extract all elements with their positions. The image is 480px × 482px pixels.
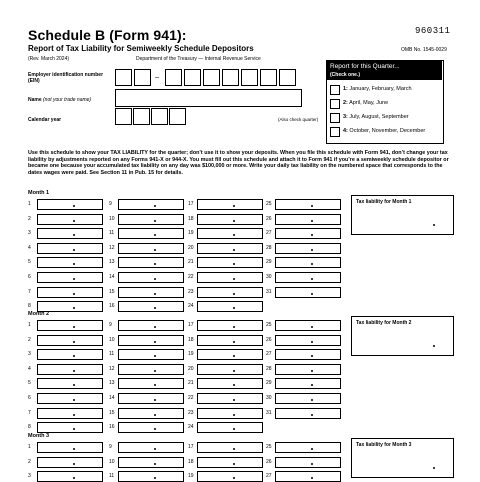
day-number: 9	[109, 444, 112, 450]
day-number: 25	[266, 201, 272, 207]
ein-label-line2: (EIN)	[28, 78, 40, 84]
ein-separator: –	[155, 74, 159, 81]
day-number: 18	[188, 336, 194, 343]
ein-digit-9[interactable]	[279, 69, 296, 86]
decimal-point	[73, 220, 75, 222]
month-1-day-14-field[interactable]	[118, 272, 184, 283]
decimal-point	[233, 399, 235, 401]
decimal-point	[311, 399, 313, 401]
month-1-day-2-field[interactable]	[37, 214, 103, 225]
month-1-day-27-field[interactable]	[275, 228, 341, 239]
form-subtitle: Report of Tax Liability for Semiweekly Schedule Depositors	[28, 44, 254, 53]
decimal-point	[73, 370, 75, 372]
decimal-point	[311, 355, 313, 357]
month-2-day-14-field[interactable]	[118, 393, 184, 404]
day-number: 28	[266, 244, 272, 251]
decimal-point	[73, 263, 75, 265]
quarter-3-checkbox[interactable]	[330, 113, 340, 123]
month-1-day-20-field[interactable]	[197, 243, 263, 254]
decimal-point	[311, 341, 313, 343]
decimal-point	[233, 278, 235, 280]
decimal-point	[154, 234, 156, 236]
decimal-point	[233, 234, 235, 236]
day-number: 17	[188, 322, 194, 328]
decimal-point	[311, 463, 313, 465]
day-number: 5	[28, 259, 31, 266]
month-2-day-2-field[interactable]	[37, 335, 103, 346]
decimal-point	[154, 428, 156, 430]
day-number: 27	[266, 230, 272, 237]
day-number: 19	[188, 473, 194, 480]
day-number: 23	[188, 288, 194, 295]
month-2-day-18-field[interactable]	[197, 335, 263, 346]
name-label	[28, 97, 91, 103]
decimal-point	[233, 428, 235, 430]
month-2-day-24-field[interactable]	[197, 422, 263, 433]
month-1-day-7-field[interactable]	[37, 287, 103, 298]
decimal-point	[233, 205, 235, 207]
day-number: 9	[109, 201, 112, 207]
month-2-day-21-field[interactable]	[197, 378, 263, 389]
day-number: 11	[109, 473, 115, 480]
month-3-day-17-field[interactable]	[197, 442, 263, 453]
day-number: 10	[109, 336, 115, 343]
month-1-day-18-field[interactable]	[197, 214, 263, 225]
decimal-point	[433, 224, 435, 226]
day-number: 21	[188, 259, 194, 266]
decimal-point	[311, 293, 313, 295]
day-number: 10	[109, 458, 115, 465]
month-1-day-25-field[interactable]	[275, 199, 341, 210]
decimal-point	[233, 384, 235, 386]
month-3-day-2-field[interactable]	[37, 457, 103, 468]
day-number: 20	[188, 244, 194, 251]
month-1-day-10-field[interactable]	[118, 214, 184, 225]
quarter-1-checkbox[interactable]	[330, 85, 340, 95]
day-number: 19	[188, 351, 194, 358]
day-number: 2	[28, 336, 31, 343]
month-3-tax-liability-label: Tax liability for Month 3	[356, 442, 412, 448]
omb-number: OMB No. 1545-0029	[401, 47, 447, 53]
decimal-point	[311, 234, 313, 236]
month-2-day-1-field[interactable]	[37, 320, 103, 331]
month-2-day-5-field[interactable]	[37, 378, 103, 389]
decimal-point	[233, 414, 235, 416]
day-number: 14	[109, 274, 115, 280]
decimal-point	[154, 448, 156, 450]
form-title: Schedule B (Form 941):	[28, 27, 187, 43]
decimal-point	[311, 477, 313, 479]
decimal-point	[73, 399, 75, 401]
month-2-day-25-field[interactable]	[275, 320, 341, 331]
month-2-day-22-field[interactable]	[197, 393, 263, 404]
decimal-point	[311, 278, 313, 280]
day-number: 9	[109, 322, 112, 328]
decimal-point	[73, 428, 75, 430]
day-number: 1	[28, 322, 31, 328]
month-2-day-6-field[interactable]	[37, 393, 103, 404]
day-number: 19	[188, 230, 194, 237]
decimal-point	[154, 477, 156, 479]
decimal-point	[73, 414, 75, 416]
ein-digit-8[interactable]	[260, 69, 277, 86]
month-2-day-28-field[interactable]	[275, 364, 341, 375]
decimal-point	[311, 326, 313, 328]
day-number: 11	[109, 230, 115, 237]
form-number: 960311	[415, 26, 451, 36]
month-1-day-11-field[interactable]	[118, 228, 184, 239]
decimal-point	[311, 263, 313, 265]
decimal-point	[73, 477, 75, 479]
decimal-point	[154, 263, 156, 265]
month-1-day-24-field[interactable]	[197, 301, 263, 312]
day-number: 7	[28, 288, 31, 295]
month-3-day-9-field[interactable]	[118, 442, 184, 453]
decimal-point	[233, 448, 235, 450]
day-number: 16	[109, 424, 115, 431]
day-number: 30	[266, 274, 272, 280]
day-number: 31	[266, 409, 272, 416]
day-number: 21	[188, 380, 194, 387]
day-number: 12	[109, 365, 115, 372]
day-number: 24	[188, 424, 194, 431]
month-2-day-31-field[interactable]	[275, 408, 341, 419]
month-3-day-3-field[interactable]	[37, 471, 103, 482]
ein-digit-2[interactable]	[134, 69, 151, 86]
day-number: 20	[188, 365, 194, 372]
day-number: 18	[188, 215, 194, 222]
month-1-day-22-field[interactable]	[197, 272, 263, 283]
decimal-point	[233, 293, 235, 295]
decimal-point	[433, 467, 435, 469]
day-number: 3	[28, 351, 31, 358]
decimal-point	[233, 477, 235, 479]
revision-date: (Rev. March 2024)	[28, 56, 70, 62]
instructions-text: Use this schedule to show your TAX LIABILITY for the quarter; don’t use it to show your deposits. When you file this schedule with Form 941, don’t change your tax liability by adjustments reported on any Forms 941-X or 944-X. You must fill out this schedule and attach it to Form 941 if you’re a semiweekly schedule depositor or became one because your accumulated tax liability on any day was $100,000 or more. Write your daily tax liability on the numbered space that corresponds to the dates wages were paid. See Section 11 in Pub. 15 for details.	[28, 150, 449, 176]
ein-label-line1: Employer identification number	[28, 72, 104, 78]
calendar-year-label: Calendar year	[28, 117, 62, 123]
decimal-point	[73, 448, 75, 450]
month-2-day-12-field[interactable]	[118, 364, 184, 375]
decimal-point	[73, 205, 75, 207]
decimal-point	[311, 205, 313, 207]
month-2-day-16-field[interactable]	[118, 422, 184, 433]
decimal-point	[311, 448, 313, 450]
quarter-2-checkbox[interactable]	[330, 99, 340, 109]
month-1-day-19-field[interactable]	[197, 228, 263, 239]
decimal-point	[73, 307, 75, 309]
day-number: 1	[28, 444, 31, 450]
day-number: 29	[266, 380, 272, 387]
name-label-note: (not your trade name)	[43, 97, 92, 103]
month-2-day-20-field[interactable]	[197, 364, 263, 375]
day-number: 7	[28, 409, 31, 416]
day-number: 5	[28, 380, 31, 387]
month-2-day-7-field[interactable]	[37, 408, 103, 419]
day-number: 14	[109, 395, 115, 401]
name-label-text: Name	[28, 97, 42, 103]
day-number: 23	[188, 409, 194, 416]
decimal-point	[311, 249, 313, 251]
day-number: 17	[188, 201, 194, 207]
month-1-day-29-field[interactable]	[275, 257, 341, 268]
decimal-point	[73, 278, 75, 280]
decimal-point	[233, 220, 235, 222]
month-1-day-12-field[interactable]	[118, 243, 184, 254]
quarter-panel-title: Report for this Quarter...	[330, 63, 400, 70]
decimal-point	[233, 307, 235, 309]
quarter-4-checkbox[interactable]	[330, 127, 340, 137]
month-3-day-1-field[interactable]	[37, 442, 103, 453]
day-number: 25	[266, 322, 272, 328]
decimal-point	[154, 414, 156, 416]
month-2-day-29-field[interactable]	[275, 378, 341, 389]
day-number: 26	[266, 336, 272, 343]
quarter-4-label: 4: October, November, December	[343, 128, 426, 134]
month-3-day-19-field[interactable]	[197, 471, 263, 482]
year-digit-2[interactable]	[133, 108, 150, 125]
month-2-day-23-field[interactable]	[197, 408, 263, 419]
decimal-point	[154, 384, 156, 386]
month-1-day-30-field[interactable]	[275, 272, 341, 283]
name-field[interactable]	[115, 89, 302, 107]
decimal-point	[154, 307, 156, 309]
day-number: 13	[109, 380, 115, 387]
day-number: 10	[109, 215, 115, 222]
month-1-day-31-field[interactable]	[275, 287, 341, 298]
month-1-day-9-field[interactable]	[118, 199, 184, 210]
day-number: 12	[109, 244, 115, 251]
day-number: 8	[28, 303, 31, 310]
ein-digit-1[interactable]	[115, 69, 132, 86]
day-number: 18	[188, 458, 194, 465]
day-number: 22	[188, 274, 194, 280]
month-1-day-3-field[interactable]	[37, 228, 103, 239]
day-number: 25	[266, 444, 272, 450]
month-2-day-3-field[interactable]	[37, 349, 103, 360]
month-2-day-27-field[interactable]	[275, 349, 341, 360]
day-number: 28	[266, 365, 272, 372]
ein-digit-6[interactable]	[222, 69, 239, 86]
decimal-point	[311, 220, 313, 222]
decimal-point	[233, 355, 235, 357]
month-1-day-23-field[interactable]	[197, 287, 263, 298]
month-1-day-26-field[interactable]	[275, 214, 341, 225]
decimal-point	[73, 384, 75, 386]
day-number: 24	[188, 303, 194, 310]
month-1-day-4-field[interactable]	[37, 243, 103, 254]
month-2-day-13-field[interactable]	[118, 378, 184, 389]
decimal-point	[311, 414, 313, 416]
day-number: 22	[188, 395, 194, 401]
day-number: 15	[109, 409, 115, 416]
month-1-day-13-field[interactable]	[118, 257, 184, 268]
month-1-day-6-field[interactable]	[37, 272, 103, 283]
also-check-quarter-note: (Also check quarter)	[278, 117, 319, 122]
decimal-point	[154, 293, 156, 295]
department-label: Department of the Treasury — Internal Revenue Service	[136, 56, 261, 62]
decimal-point	[311, 370, 313, 372]
year-digit-4[interactable]	[169, 108, 186, 125]
quarter-3-label: 3: July, August, September	[343, 114, 409, 120]
month-3-day-10-field[interactable]	[118, 457, 184, 468]
month-2-day-10-field[interactable]	[118, 335, 184, 346]
day-number: 1	[28, 201, 31, 207]
day-number: 13	[109, 259, 115, 266]
decimal-point	[154, 463, 156, 465]
decimal-point	[73, 234, 75, 236]
day-number: 17	[188, 444, 194, 450]
decimal-point	[73, 341, 75, 343]
decimal-point	[433, 345, 435, 347]
quarter-2-label: 2: April, May, June	[343, 100, 389, 106]
day-number: 29	[266, 259, 272, 266]
decimal-point	[233, 249, 235, 251]
month-2-day-8-field[interactable]	[37, 422, 103, 433]
month-2-heading: Month 2	[28, 311, 50, 317]
decimal-point	[73, 355, 75, 357]
month-3-day-26-field[interactable]	[275, 457, 341, 468]
month-3-tax-liability-field[interactable]	[351, 438, 454, 478]
month-1-heading: Month 1	[28, 190, 50, 196]
decimal-point	[73, 293, 75, 295]
decimal-point	[233, 463, 235, 465]
decimal-point	[154, 249, 156, 251]
month-2-tax-liability-field[interactable]	[351, 316, 454, 356]
decimal-point	[73, 463, 75, 465]
day-number: 3	[28, 473, 31, 480]
decimal-point	[154, 399, 156, 401]
month-3-day-18-field[interactable]	[197, 457, 263, 468]
month-3-day-27-field[interactable]	[275, 471, 341, 482]
quarter-1-label: 1: January, February, March	[343, 86, 412, 92]
day-number: 4	[28, 244, 31, 251]
decimal-point	[233, 370, 235, 372]
month-2-day-9-field[interactable]	[118, 320, 184, 331]
decimal-point	[154, 205, 156, 207]
quarter-panel-subtitle: (Check one.)	[330, 72, 361, 78]
month-1-tax-liability-field[interactable]	[351, 195, 454, 235]
decimal-point	[233, 341, 235, 343]
ein-digit-4[interactable]	[184, 69, 201, 86]
decimal-point	[154, 220, 156, 222]
decimal-point	[154, 326, 156, 328]
month-1-day-5-field[interactable]	[37, 257, 103, 268]
day-number: 15	[109, 288, 115, 295]
day-number: 6	[28, 274, 31, 280]
decimal-point	[311, 384, 313, 386]
decimal-point	[154, 341, 156, 343]
month-1-tax-liability-label: Tax liability for Month 1	[356, 199, 412, 205]
month-2-day-26-field[interactable]	[275, 335, 341, 346]
day-number: 2	[28, 215, 31, 222]
decimal-point	[73, 326, 75, 328]
decimal-point	[233, 326, 235, 328]
day-number: 6	[28, 395, 31, 401]
month-2-day-30-field[interactable]	[275, 393, 341, 404]
month-1-day-21-field[interactable]	[197, 257, 263, 268]
month-3-day-11-field[interactable]	[118, 471, 184, 482]
day-number: 27	[266, 473, 272, 480]
month-1-day-16-field[interactable]	[118, 301, 184, 312]
day-number: 30	[266, 395, 272, 401]
month-2-day-19-field[interactable]	[197, 349, 263, 360]
decimal-point	[154, 278, 156, 280]
ein-digit-3[interactable]	[165, 69, 182, 86]
decimal-point	[73, 249, 75, 251]
day-number: 26	[266, 458, 272, 465]
month-3-day-25-field[interactable]	[275, 442, 341, 453]
day-number: 16	[109, 303, 115, 310]
day-number: 4	[28, 365, 31, 372]
ein-digit-7[interactable]	[241, 69, 258, 86]
month-2-day-15-field[interactable]	[118, 408, 184, 419]
day-number: 27	[266, 351, 272, 358]
month-1-day-15-field[interactable]	[118, 287, 184, 298]
month-2-day-11-field[interactable]	[118, 349, 184, 360]
month-1-day-28-field[interactable]	[275, 243, 341, 254]
decimal-point	[154, 355, 156, 357]
day-number: 3	[28, 230, 31, 237]
ein-label	[28, 72, 103, 84]
ein-digit-5[interactable]	[203, 69, 220, 86]
month-2-day-17-field[interactable]	[197, 320, 263, 331]
day-number: 31	[266, 288, 272, 295]
month-1-day-1-field[interactable]	[37, 199, 103, 210]
decimal-point	[154, 370, 156, 372]
day-number: 2	[28, 458, 31, 465]
year-digit-3[interactable]	[151, 108, 168, 125]
month-1-day-17-field[interactable]	[197, 199, 263, 210]
year-digit-1[interactable]	[115, 108, 132, 125]
decimal-point	[233, 263, 235, 265]
quarter-panel-header	[326, 60, 442, 80]
day-number: 11	[109, 351, 115, 358]
month-2-day-4-field[interactable]	[37, 364, 103, 375]
day-number: 8	[28, 424, 31, 431]
month-2-tax-liability-label: Tax liability for Month 2	[356, 320, 412, 326]
month-3-heading: Month 3	[28, 433, 50, 439]
day-number: 26	[266, 215, 272, 222]
